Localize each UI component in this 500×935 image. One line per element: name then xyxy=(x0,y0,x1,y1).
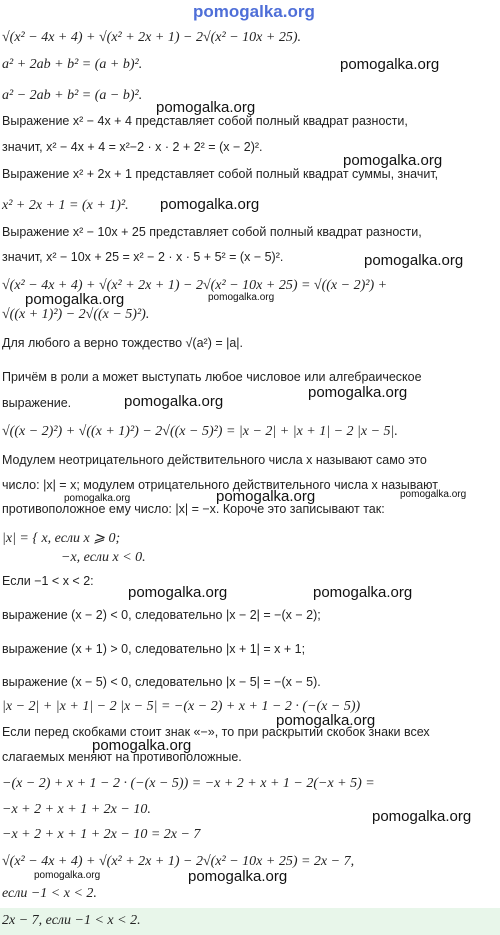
formula-square-of-difference: a² − 2ab + b² = (a − b)². xyxy=(2,88,143,103)
modulus-definition-case-2: −x, если x < 0. xyxy=(61,550,146,565)
watermark: pomogalka.org xyxy=(372,808,472,825)
watermark: pomogalka.org xyxy=(188,868,288,885)
text-line: выражение (x − 2) < 0, следовательно |x − 2| = −(x − 2); xyxy=(2,608,321,622)
math-line: если −1 < x < 2. xyxy=(2,886,97,901)
math-line: √((x + 1)²) − 2√((x − 5)²). xyxy=(2,307,150,322)
text-line: выражение. xyxy=(2,396,72,410)
math-line: |x − 2| + |x + 1| − 2 |x − 5| = −(x − 2) + x + 1 − 2 · (−(x − 5)) xyxy=(2,699,361,714)
text-line: Выражение x² − 10x + 25 представляет собой полный квадрат разности, xyxy=(2,225,422,239)
header-watermark: pomogalka.org xyxy=(193,2,315,21)
text-line: Модулем неотрицательного действительного числа x называют само это xyxy=(2,453,427,467)
watermark: pomogalka.org xyxy=(34,870,101,881)
watermark: pomogalka.org xyxy=(364,252,464,269)
text-line: Причём в роли a может выступать любое числовое или алгебраическое xyxy=(2,370,422,384)
math-line: √(x² − 4x + 4) + √(x² + 2x + 1) − 2√(x² − 10x + 25) = √((x − 2)²) + xyxy=(2,278,388,293)
text-line: Если перед скобками стоит знак «−», то при раскрытии скобок знаки всех xyxy=(2,725,430,739)
answer-line: 2x − 7, если −1 < x < 2. xyxy=(2,913,141,928)
text-line: противоположное ему число: |x| = −x. Короче это записывают так: xyxy=(2,502,385,516)
text-line: Выражение x² − 4x + 4 представляет собой полный квадрат разности, xyxy=(2,114,408,128)
text-line: значит, x² − 10x + 25 = x² − 2 · x · 5 + 5² = (x − 5)². xyxy=(2,250,284,264)
text-line: значит, x² − 4x + 4 = x²−2 · x · 2 + 2² = (x − 2)². xyxy=(2,140,263,154)
text-line: Выражение x² + 2x + 1 представляет собой полный квадрат суммы, значит, xyxy=(2,167,439,181)
formula-square-of-sum: a² + 2ab + b² = (a + b)². xyxy=(2,57,143,72)
text-line: выражение (x + 1) > 0, следовательно |x + 1| = x + 1; xyxy=(2,642,306,656)
text-line: выражение (x − 5) < 0, следовательно |x − 5| = −(x − 5). xyxy=(2,675,321,689)
watermark: pomogalka.org xyxy=(25,291,125,308)
watermark: pomogalka.org xyxy=(208,292,275,303)
watermark: pomogalka.org xyxy=(160,196,260,213)
watermark: pomogalka.org xyxy=(128,584,228,601)
text-line: слагаемых меняют на противоположные. xyxy=(2,750,242,764)
watermark: pomogalka.org xyxy=(308,384,408,401)
watermark: pomogalka.org xyxy=(276,712,376,729)
watermark: pomogalka.org xyxy=(64,493,131,504)
watermark: pomogalka.org xyxy=(313,584,413,601)
math-line: x² + 2x + 1 = (x + 1)². xyxy=(2,198,129,213)
watermark: pomogalka.org xyxy=(400,489,467,500)
text-line: Если −1 < x < 2: xyxy=(2,574,94,588)
watermark: pomogalka.org xyxy=(343,152,443,169)
text-line: число: |x| = x; модулем отрицательного действительного числа x называют xyxy=(2,478,438,492)
text-line: Для любого a верно тождество √(a²) = |a|. xyxy=(2,336,244,350)
math-line: √(x² − 4x + 4) + √(x² + 2x + 1) − 2√(x² − 10x + 25) = 2x − 7, xyxy=(2,854,355,869)
modulus-definition-case-1: |x| = { x, если x ⩾ 0; xyxy=(2,531,121,546)
watermark: pomogalka.org xyxy=(216,488,316,505)
math-line: −x + 2 + x + 1 + 2x − 10. xyxy=(2,802,151,817)
expression-line: √(x² − 4x + 4) + √(x² + 2x + 1) − 2√(x² − 10x + 25). xyxy=(2,30,301,45)
watermark: pomogalka.org xyxy=(92,737,192,754)
watermark: pomogalka.org xyxy=(124,393,224,410)
math-line: √((x − 2)²) + √((x + 1)²) − 2√((x − 5)²) = |x − 2| + |x + 1| − 2 |x − 5|. xyxy=(2,424,398,439)
watermark: pomogalka.org xyxy=(340,56,440,73)
math-line: −x + 2 + x + 1 + 2x − 10 = 2x − 7 xyxy=(2,827,201,842)
math-line: −(x − 2) + x + 1 − 2 · (−(x − 5)) = −x + 2 + x + 1 − 2(−x + 5) = xyxy=(2,776,375,791)
watermark: pomogalka.org xyxy=(156,99,256,116)
